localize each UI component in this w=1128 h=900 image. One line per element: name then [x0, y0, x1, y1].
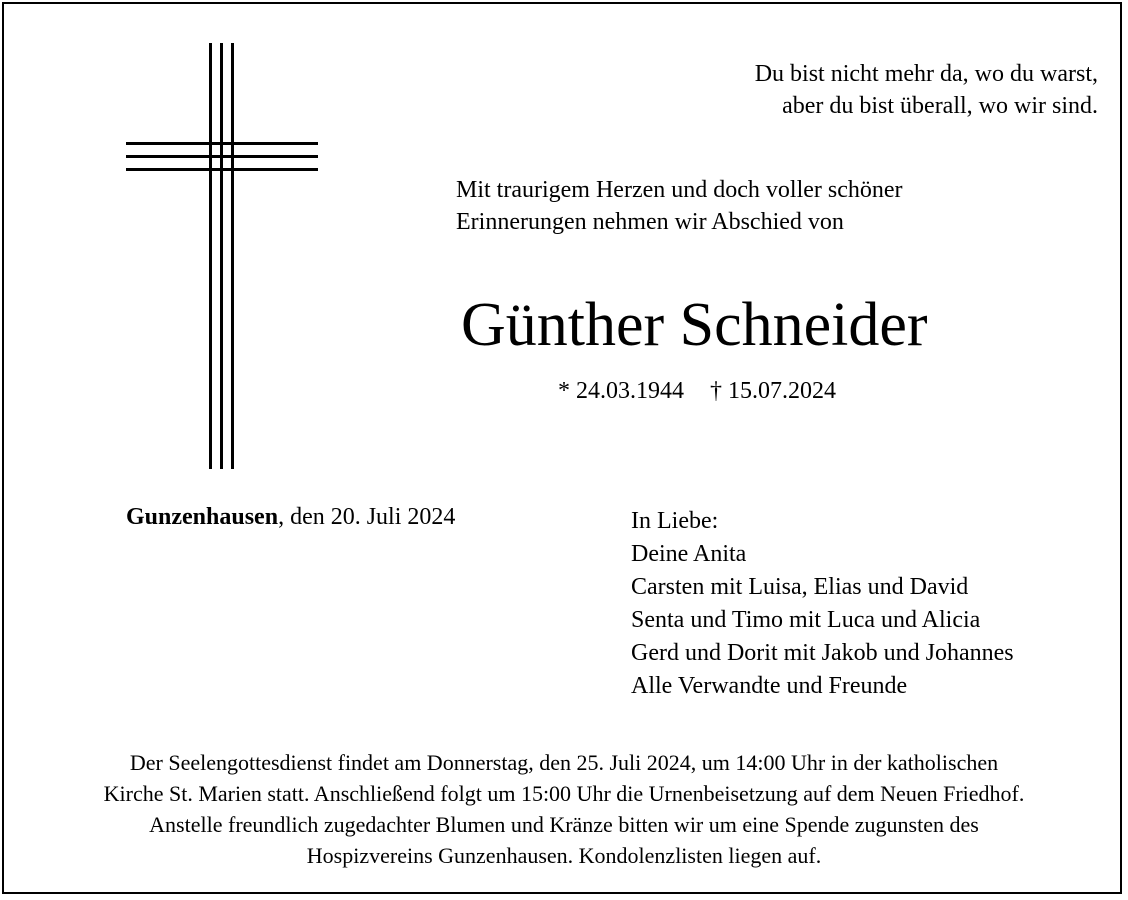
mourner-line: Deine Anita	[631, 541, 747, 567]
life-dates	[558, 375, 836, 407]
mourner-line: Senta und Timo mit Luca und Alicia	[631, 607, 981, 633]
farewell-intro-line-1: Mit traurigem Herzen und doch voller schöner	[456, 177, 903, 203]
mourner-line: Carsten mit Luisa, Elias und David	[631, 574, 969, 600]
farewell-intro	[456, 174, 903, 238]
funeral-service-notice	[0, 747, 1128, 871]
epitaph-line-1: Du bist nicht mehr da, wo du warst,	[754, 61, 1098, 87]
notice-line: Hospizvereins Gunzenhausen. Kondolenzlisten liegen auf.	[306, 843, 822, 868]
notice-line: Kirche St. Marien statt. Anschließend folgt um 15:00 Uhr die Urnenbeisetzung auf dem Neuen Friedhof.	[103, 781, 1025, 806]
mourner-line: Gerd und Dorit mit Jakob und Johannes	[631, 640, 1014, 666]
mourners-list	[631, 505, 1014, 703]
notice-date: , den 20. Juli 2024	[278, 504, 456, 530]
epitaph-quote	[755, 58, 1098, 122]
death-date: † 15.07.2024	[710, 378, 836, 404]
place-and-date	[126, 501, 455, 533]
mourners-heading: In Liebe:	[631, 508, 719, 534]
cross-icon	[126, 43, 318, 469]
farewell-intro-line-2: Erinnerungen nehmen wir Abschied von	[456, 209, 844, 235]
birth-date: * 24.03.1944	[558, 378, 684, 404]
deceased-name: Günther Schneider	[461, 291, 928, 359]
notice-line: Der Seelengottesdienst findet am Donnerstag, den 25. Juli 2024, um 14:00 Uhr in der katholischen	[129, 750, 999, 775]
notice-line: Anstelle freundlich zugedachter Blumen und Kränze bitten wir um eine Spende zugunsten des	[149, 812, 979, 837]
mourner-line: Alle Verwandte und Freunde	[631, 673, 908, 699]
place-name: Gunzenhausen	[126, 504, 279, 530]
epitaph-line-2: aber du bist überall, wo wir sind.	[782, 93, 1098, 119]
